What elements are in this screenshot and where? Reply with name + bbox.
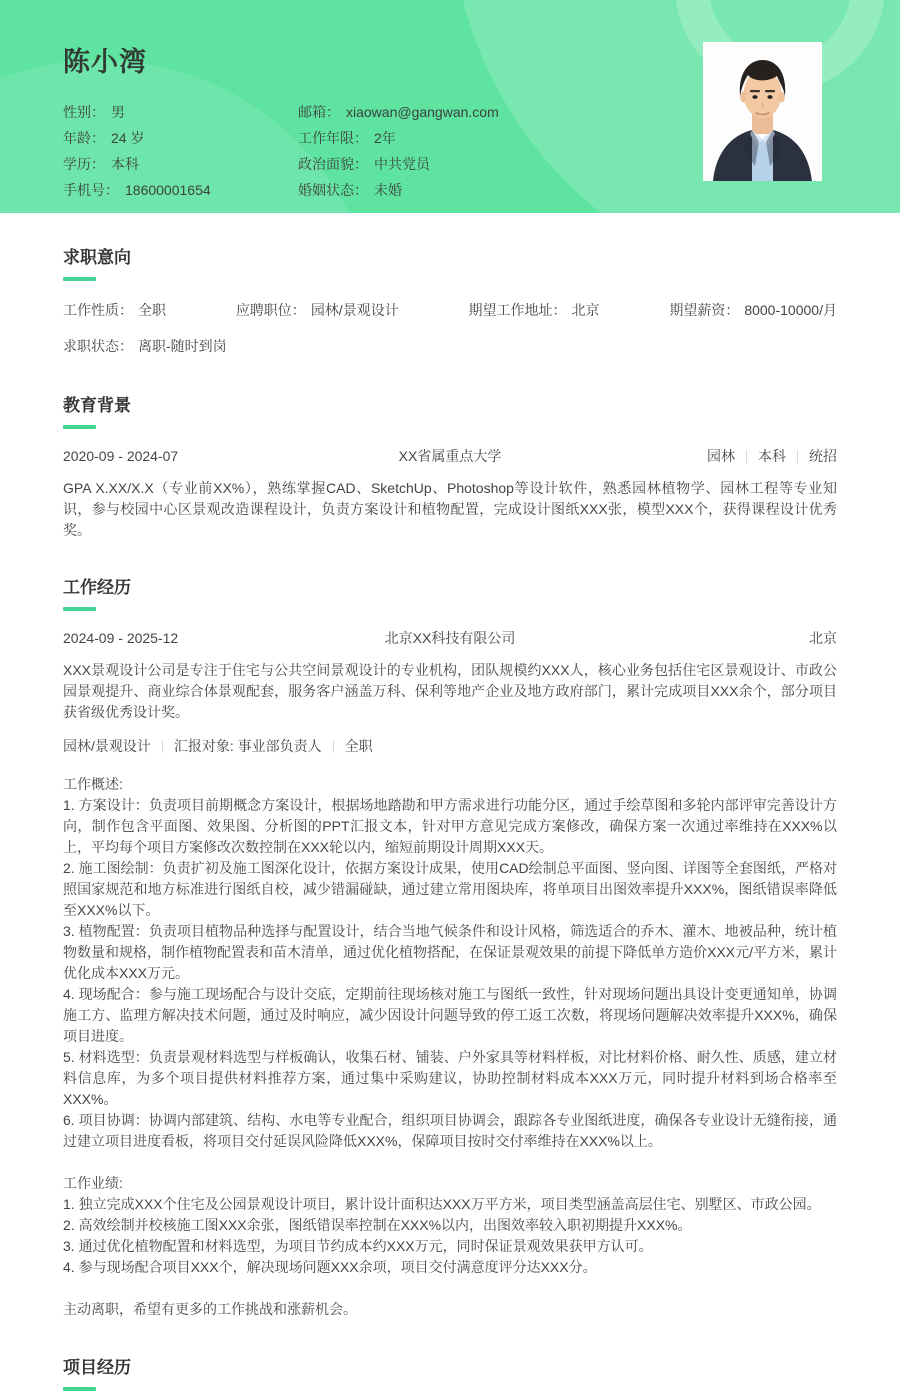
political-status-label: 政治面貌：: [298, 156, 368, 172]
education-date: 2020-09 - 2024-07: [63, 448, 179, 464]
duty-item: 4. 现场配合：参与施工现场配合与设计交底，定期前往现场核对施工与图纸一致性，针对现场问题出具设计变更通知单，协调施工方、监理方解决技术问题，通过及时响应，减少因设计问题导致的停工返工次数，将现场问题解决效率提升XXX%，确保项目进度。: [63, 986, 837, 1044]
company-intro: XXX景观设计公司是专注于住宅与公共空间景观设计的专业机构，团队规模约XXX人，核心业务包括住宅区景观设计、市政公园景观提升、商业综合体景观配套，服务客户涵盖万科、保利等地产企业及地方政府部门，累计完成项目XXX余个，部分项目获省级优秀设计奖。: [63, 662, 837, 720]
degree-label: 学历：: [63, 156, 105, 172]
gender-value: 男: [111, 104, 125, 120]
job-status-row: [63, 336, 837, 357]
resume-header: [0, 0, 900, 213]
avatar-illustration: [703, 42, 822, 181]
employment-type: 全职: [344, 738, 373, 754]
position-tags-row: [63, 736, 837, 757]
personal-info-right-column: [298, 99, 499, 203]
section-work-experience: [63, 573, 837, 1320]
section-job-intention: [63, 243, 837, 357]
tag-separator: [333, 740, 334, 753]
education-description: GPA X.XX/X.X（专业前XX%），熟练掌握CAD、SketchUp、Photoshop等设计软件，熟悉园林植物学、园林工程等专业知识，参与校园中心区景观改造课程设计，负责方案设计和植物配置，完成设计图纸XXX张，模型XXX个，获得课程设计优秀奖。: [63, 480, 837, 538]
job-type-value: 全职: [138, 302, 166, 318]
tag-separator: [162, 740, 163, 753]
education-school: XX省属重点大学: [398, 448, 502, 464]
work-date: 2024-09 - 2025-12: [63, 630, 179, 646]
job-type-label: 工作性质：: [63, 302, 133, 318]
work-overview-block: [63, 774, 837, 1152]
target-location-field: [469, 300, 600, 321]
marital-status-field: [298, 177, 499, 203]
degree-field: [63, 151, 298, 177]
marital-status-value: 未婚: [374, 182, 402, 198]
duty-item: 1. 方案设计：负责项目前期概念方案设计，根据场地踏勘和甲方需求进行功能分区，通过手绘草图和多轮内部评审完善设计方向，制作包含平面图、效果图、分析图的PPT汇报文本，针对甲方意见完成方案修改，确保方案一次通过率维持在XXX%以上，平均每个项目方案修改次数控制在XXX轮以内，缩短前期设计周期XXX天。: [63, 797, 837, 855]
education-major: 园林: [707, 448, 735, 464]
work-years-label: 工作年限：: [298, 130, 368, 146]
resume-body: [0, 243, 900, 1391]
work-location: 北京: [809, 630, 837, 646]
achievement-item: 1. 独立完成XXX个住宅及公园景观设计项目，累计设计面积达XXX万平方米，项目类型涵盖高层住宅、别墅区、市政公园。: [63, 1196, 821, 1212]
education-enrollment-type: 统招: [809, 448, 837, 464]
email-label: 邮箱：: [298, 104, 340, 120]
expected-salary-field: [669, 300, 837, 321]
work-company: 北京XX科技有限公司: [384, 630, 516, 646]
email-value: xiaowan@gangwan.com: [346, 104, 499, 120]
target-location-label: 期望工作地址：: [468, 302, 567, 318]
phone-field: [63, 177, 298, 203]
section-projects: [63, 1353, 837, 1391]
section-title-underline: [63, 1387, 96, 1391]
job-intention-title: 求职意向: [63, 248, 131, 267]
marital-status-label: 婚姻状态：: [298, 182, 368, 198]
section-title-underline: [63, 277, 96, 281]
work-meta-row: [63, 628, 837, 649]
phone-value: 18600001654: [125, 182, 211, 198]
work-overview-label: 工作概述:: [63, 776, 123, 792]
section-education: [63, 391, 837, 541]
education-tags: [617, 446, 837, 467]
work-years-field: [298, 125, 499, 151]
tag-separator: [797, 450, 798, 463]
degree-value: 本科: [111, 156, 139, 172]
gender-label: 性别：: [63, 104, 105, 120]
age-label: 年龄：: [63, 130, 105, 146]
leave-reason: 主动离职，希望有更多的工作挑战和涨薪机会。: [63, 1301, 357, 1317]
achievement-item: 4. 参与现场配合项目XXX个，解决现场问题XXX余项，项目交付满意度评分达XXX分。: [63, 1259, 597, 1275]
expected-salary-label: 期望薪资：: [669, 302, 740, 318]
education-degree: 本科: [758, 448, 786, 464]
achievement-item: 2. 高效绘制并校核施工图XXX余张，图纸错误率控制在XXX%以内，出图效率较入职初期提升XXX%。: [63, 1217, 692, 1233]
target-location-value: 北京: [571, 302, 600, 318]
work-achievements-label: 工作业绩:: [63, 1175, 123, 1191]
candidate-name: 陈小湾: [63, 47, 147, 77]
job-status-label: 求职状态：: [63, 338, 133, 354]
political-status-value: 中共党员: [374, 156, 430, 172]
section-title-underline: [63, 607, 96, 611]
target-position-label: 应聘职位：: [235, 302, 306, 318]
education-meta-row: [63, 446, 837, 467]
political-status-field: [298, 151, 499, 177]
duty-item: 2. 施工图绘制：负责扩初及施工图深化设计，依据方案设计成果，使用CAD绘制总平面图、竖向图、详图等全套图纸，严格对照国家规范和地方标准进行图纸自校，减少错漏碰缺，通过建立常用图块库，将单项目出图效率提升XXX%，图纸错误率降低至XXX%以下。: [63, 860, 837, 918]
work-achievements-block: [63, 1173, 837, 1278]
duty-item: 3. 植物配置：负责项目植物品种选择与配置设计，结合当地气候条件和设计风格，筛选适合的乔木、灌木、地被品种，统计植物数量和规格，制作植物配置表和苗木清单，通过优化植物搭配，在保证景观效果的前提下降低单方造价XXX元/平方米，累计优化成本XXX万元。: [63, 923, 837, 981]
job-type-field: [63, 300, 166, 321]
work-experience-title: 工作经历: [63, 578, 131, 597]
target-position-field: [236, 300, 399, 321]
achievement-item: 3. 通过优化植物配置和材料选型，为项目节约成本约XXX万元，同时保证景观效果获甲方认可。: [63, 1238, 653, 1254]
avatar-photo: [703, 42, 822, 181]
duty-item: 6. 项目协调：协调内部建筑、结构、水电等专业配合，组织项目协调会，跟踪各专业图纸进度，确保各专业设计无缝衔接，通过建立项目进度看板，将项目交付延误风险降低XXX%，保障项目按时交付率维持在XXX%以上。: [63, 1112, 837, 1149]
report-to: 汇报对象: 事业部负责人: [173, 738, 322, 754]
section-title-underline: [63, 425, 96, 429]
target-position-value: 园林/景观设计: [310, 302, 399, 318]
job-status-field: [63, 338, 227, 354]
age-value: 24 岁: [111, 130, 145, 146]
projects-title: 项目经历: [63, 1358, 131, 1377]
position-name: 园林/景观设计: [63, 738, 151, 754]
tag-separator: [746, 450, 747, 463]
email-field: [298, 99, 499, 125]
work-years-value: 2年: [374, 130, 396, 146]
job-status-value: 离职-随时到岗: [138, 338, 227, 354]
age-field: [63, 125, 298, 151]
education-title: 教育背景: [63, 396, 131, 415]
duty-item: 5. 材料选型：负责景观材料选型与样板确认，收集石材、铺装、户外家具等材料样板，对比材料价格、耐久性、质感，建立材料信息库，为多个项目提供材料推荐方案，通过集中采购建议，协助控制材料成本XXX万元，同时提升材料到场合格率至XXX%。: [63, 1049, 837, 1107]
gender-field: [63, 99, 298, 125]
personal-info-left-column: [63, 99, 298, 203]
expected-salary-value: 8000-10000/月: [744, 302, 837, 318]
phone-label: 手机号：: [63, 182, 119, 198]
job-intention-fields-row: [63, 300, 837, 321]
